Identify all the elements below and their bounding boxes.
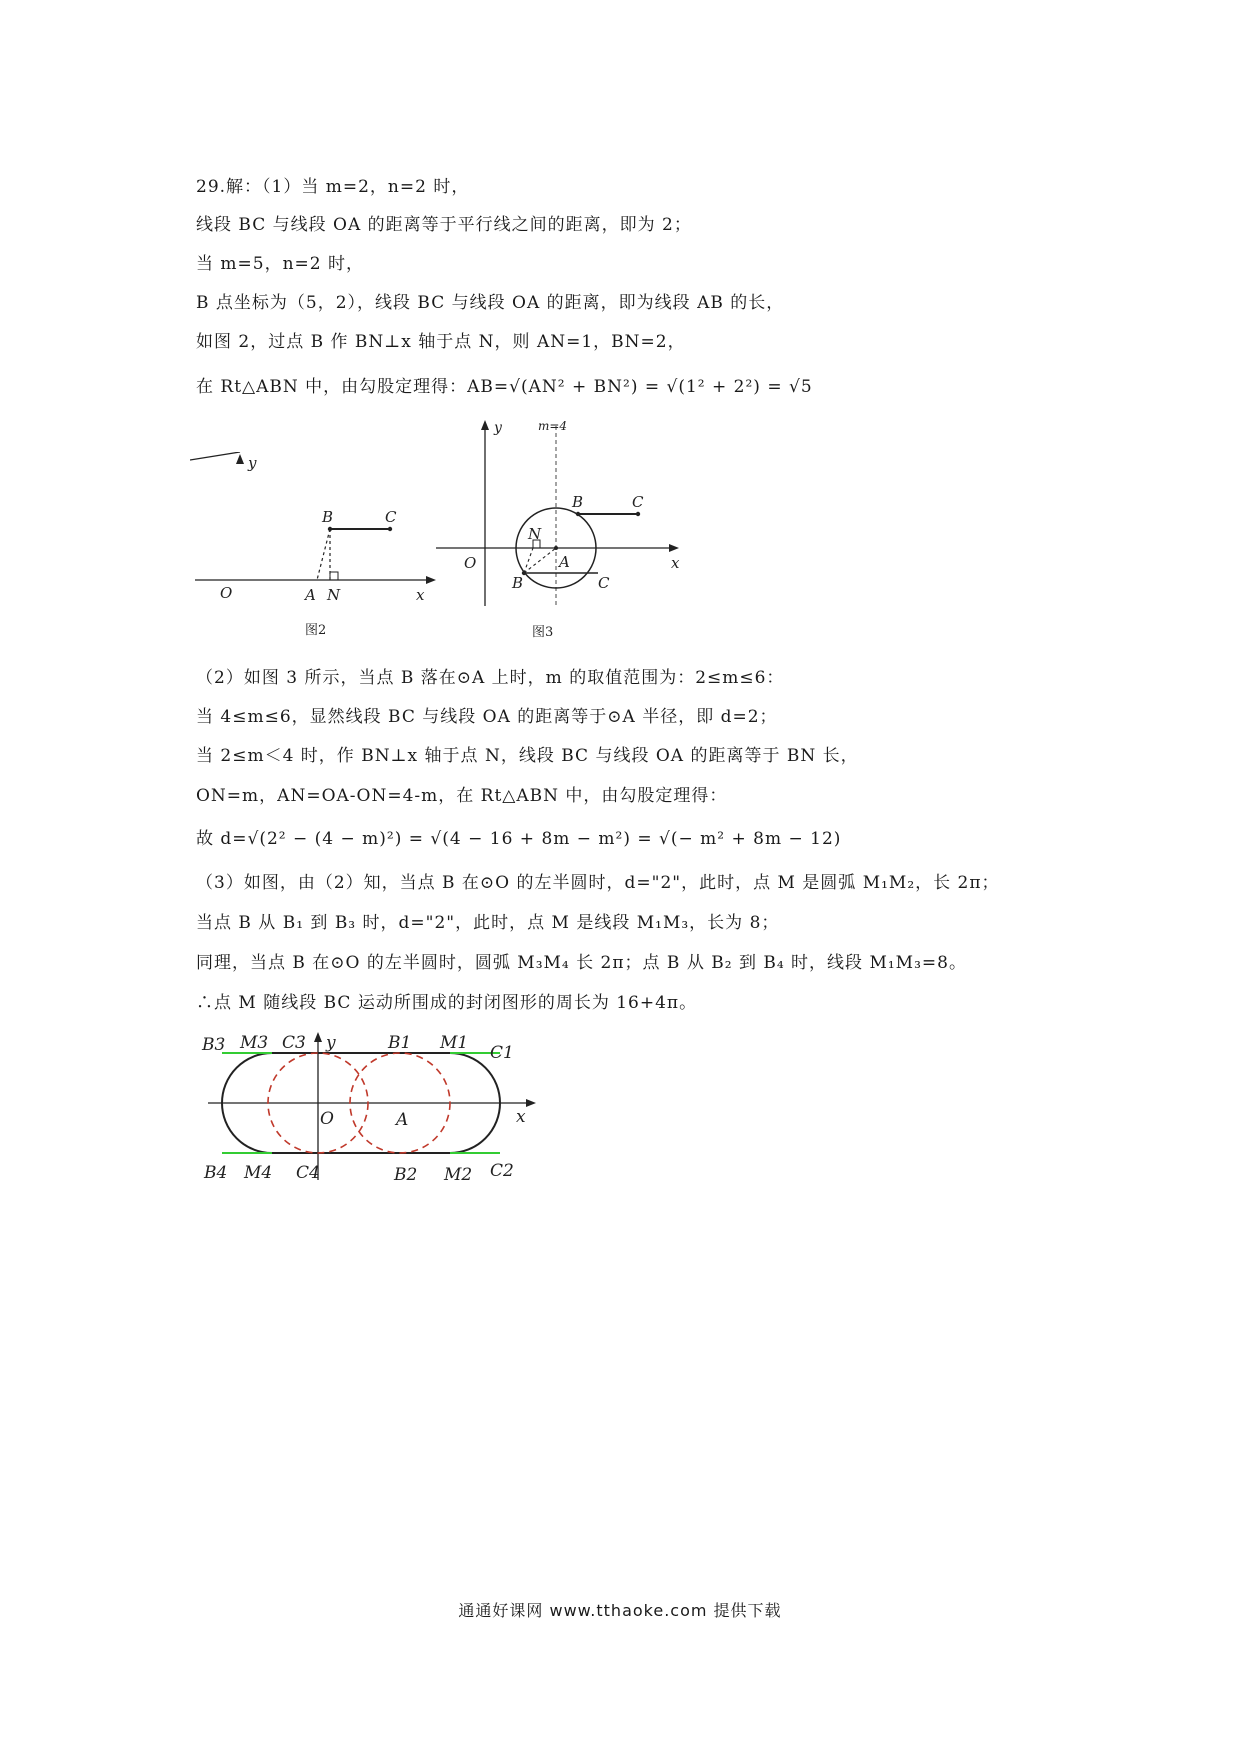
fig2-label-c: C: [385, 508, 397, 526]
fig4-label-c3: C3: [282, 1033, 306, 1053]
solution-line-9: 当 2≤m＜4 时，作 BN⊥x 轴于点 N，线段 BC 与线段 OA 的距离等于 BN 长，: [196, 746, 859, 766]
solution-line-12: （3）如图，由（2）知，当点 B 在⊙O 的左半圆时，d="2"，此时，点 M 是圆弧 M₁M₂，长 2π；: [196, 873, 1000, 893]
solution-line-2: 线段 BC 与线段 OA 的距离等于平行线之间的距离，即为 2；: [196, 215, 692, 235]
fig4-label-c4: C4: [296, 1163, 320, 1183]
fig3-label-m: m=4: [538, 419, 568, 433]
solution-line-8: 当 4≤m≤6，显然线段 BC 与线段 OA 的距离等于⊙A 半径，即 d=2；: [196, 707, 778, 727]
fig4-label-b4: B4: [204, 1163, 228, 1183]
fig3-label-x: x: [671, 554, 680, 572]
solution-line-15: ∴点 M 随线段 BC 运动所围成的封闭图形的周长为 16+4π。: [196, 993, 698, 1013]
fig4-label-b3: B3: [202, 1035, 226, 1055]
fig2-label-a: A: [305, 586, 316, 604]
fig3-label-b-top: B: [572, 493, 584, 511]
fig4-label-c2: C2: [490, 1161, 514, 1181]
fig3-label-b-bottom: B: [512, 574, 524, 592]
fig2-label-b: B: [322, 508, 334, 526]
solution-line-3: 当 m=5，n=2 时，: [196, 254, 364, 274]
solution-line-1: 29.解：（1）当 m=2，n=2 时，: [196, 177, 470, 197]
fig3-label-y: y: [494, 420, 502, 436]
fig3-label-a: A: [559, 553, 570, 571]
figure-4: [200, 1030, 540, 1190]
fig4-label-m3: M3: [240, 1033, 269, 1053]
fig2-caption: 图2: [305, 623, 327, 638]
fig3-label-c-bottom: C: [598, 574, 610, 592]
solution-line-14: 同理，当点 B 在⊙O 的左半圆时，圆弧 M₃M₄ 长 2π；点 B 从 B₂ 到 B₄ 时，线段 M₁M₃=8。: [196, 953, 967, 973]
footer-text: 通通好课网 www.tthaoke.com 提供下载: [458, 1601, 782, 1620]
solution-line-5: 如图 2，过点 B 作 BN⊥x 轴于点 N，则 AN=1，BN=2，: [196, 332, 686, 352]
solution-line-7: （2）如图 3 所示，当点 B 落在⊙A 上时，m 的取值范围为：2≤m≤6：: [196, 668, 785, 688]
figure-3: [428, 418, 688, 643]
fig4-label-x: x: [516, 1107, 526, 1127]
fig4-label-m4: M4: [244, 1163, 273, 1183]
fig4-label-a: A: [396, 1110, 409, 1130]
fig2-label-o: O: [220, 584, 233, 602]
fig4-label-m1: M1: [440, 1033, 469, 1053]
solution-line-6: 在 Rt△ABN 中，由勾股定理得：AB=√(AN² + BN²) = √(1² + 2²) = √5: [196, 377, 813, 397]
fig4-label-m2: M2: [444, 1165, 473, 1185]
fig3-label-c-top: C: [632, 493, 644, 511]
fig2-label-x: x: [416, 586, 425, 604]
fig2-label-n: N: [327, 586, 341, 604]
fig4-label-c1: C1: [490, 1043, 514, 1063]
solution-line-10: ON=m，AN=OA-ON=4-m，在 Rt△ABN 中，由勾股定理得：: [196, 786, 728, 806]
solution-line-4: B 点坐标为（5，2），线段 BC 与线段 OA 的距离，即为线段 AB 的长，: [196, 293, 785, 313]
fig4-label-b2: B2: [394, 1165, 418, 1185]
fig4-label-o: O: [320, 1109, 334, 1129]
solution-line-13: 当点 B 从 B₁ 到 B₃ 时，d="2"，此时，点 M 是线段 M₁M₃，长为 8；: [196, 913, 780, 933]
solution-line-11: 故 d=√(2² − (4 − m)²) = √(4 − 16 + 8m − m²) = √(− m² + 8m − 12): [196, 829, 842, 849]
fig4-label-y: y: [326, 1033, 336, 1053]
fig2-label-y: y: [248, 454, 257, 472]
fig3-caption: 图3: [532, 625, 554, 640]
fig4-label-b1: B1: [388, 1033, 412, 1053]
figure-2: [190, 452, 440, 642]
fig3-label-o: O: [464, 554, 477, 572]
fig3-label-n: N: [528, 525, 542, 543]
